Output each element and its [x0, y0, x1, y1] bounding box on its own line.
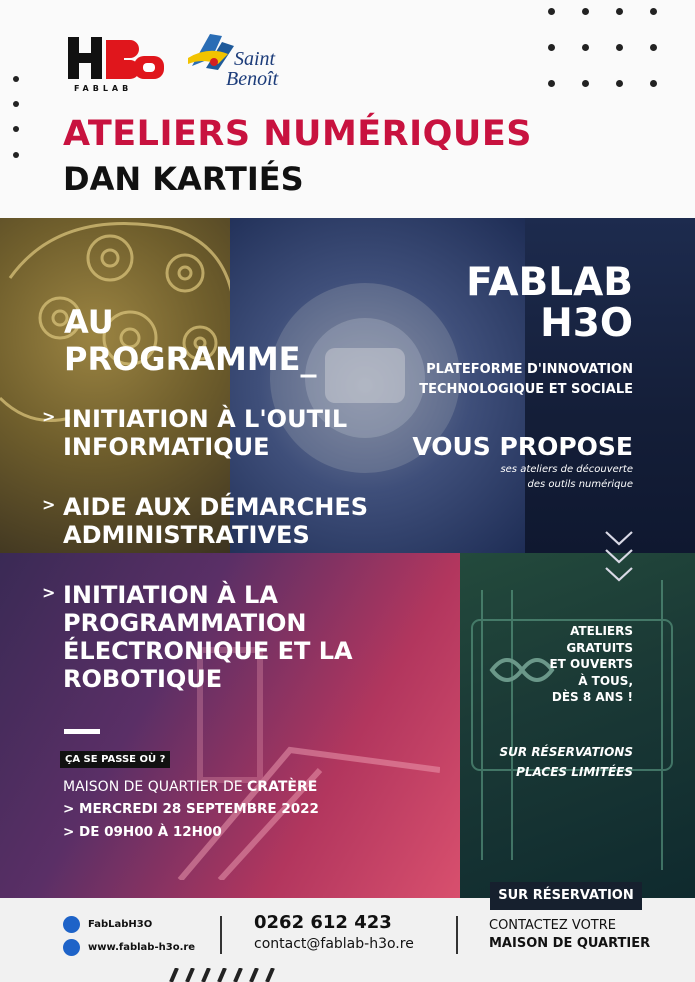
fablab-title-line1: FABLAB — [466, 260, 633, 305]
decorative-slashes — [163, 968, 275, 982]
facebook-contact[interactable] — [63, 916, 152, 933]
propose-heading: VOUS PROPOSE — [412, 432, 633, 461]
propose-sub-line2: des outils numérique — [527, 479, 633, 490]
venue-name: CRATÈRE — [247, 779, 318, 795]
chevron-down-icon — [603, 528, 635, 588]
fablab-subtitle-line1: PLATEFORME D'INNOVATION — [426, 362, 633, 377]
fablab-subtitle — [419, 360, 633, 400]
program-item-line: PROGRAMMATION — [63, 609, 307, 637]
facebook-icon — [63, 916, 80, 933]
reservation-info — [500, 742, 633, 782]
program-item-line: ADMINISTRATIVES — [63, 521, 310, 549]
free-line: ATELIERS — [570, 624, 633, 638]
email-address[interactable]: contact@fablab-h3o.re — [254, 936, 414, 952]
reservation-badge: SUR RÉSERVATION — [490, 882, 642, 910]
program-title — [64, 304, 317, 378]
free-line: ET OUVERTS — [549, 657, 633, 671]
program-item-line: ROBOTIQUE — [63, 665, 223, 693]
footer-divider — [220, 916, 222, 954]
program-title-line1: AU — [64, 303, 114, 341]
free-line: DÈS 8 ANS ! — [551, 690, 633, 704]
decorative-dot-grid — [548, 8, 658, 92]
fablab-h3o-logo — [66, 34, 170, 98]
venue-prefix: MAISON DE QUARTIER DE — [63, 779, 248, 795]
program-item — [42, 493, 368, 549]
program-item-line: INFORMATIQUE — [63, 433, 270, 461]
reservation-line1: SUR RÉSERVATIONS — [499, 745, 633, 759]
event-time: > DE 09H00 À 12H00 — [63, 824, 222, 840]
where-badge: ÇA SE PASSE OÙ ? — [60, 751, 170, 768]
propose-sub-line1: ses ateliers de découverte — [500, 464, 633, 475]
free-line: GRATUITS — [566, 640, 633, 655]
arrow-icon: > — [42, 583, 56, 602]
facebook-handle: FabLabH3O — [88, 919, 153, 930]
program-item-line: INITIATION À L'OUTIL — [63, 405, 348, 433]
divider-dash — [64, 729, 100, 734]
logo-sb-line2: Benoît — [226, 68, 279, 90]
page-subtitle: DAN KARTIÉS — [63, 160, 304, 198]
program-item-line: INITIATION À LA — [63, 581, 278, 609]
program-item-line: AIDE AUX DÉMARCHES — [63, 493, 368, 521]
logo-sb-line1: Saint — [234, 48, 276, 70]
arrow-icon: > — [42, 495, 56, 514]
fablab-title — [466, 262, 633, 344]
page-title: ATELIERS NUMÉRIQUES — [63, 114, 532, 154]
program-item-line: ÉLECTRONIQUE ET LA — [63, 637, 353, 665]
program-item — [42, 581, 353, 693]
venue-text — [63, 779, 317, 795]
program-title-line2: PROGRAMME_ — [64, 340, 317, 378]
propose-description — [500, 462, 633, 492]
fablab-title-line2: H3O — [540, 301, 633, 346]
program-item — [42, 405, 347, 461]
footer-divider — [456, 916, 458, 954]
reservation-line2: PLACES LIMITÉES — [516, 765, 633, 779]
free-workshops-info — [549, 623, 633, 706]
arrow-icon: > — [42, 407, 56, 426]
arduino-board-illustration — [462, 560, 694, 890]
free-line: À TOUS, — [578, 673, 633, 688]
fablab-subtitle-line2: TECHNOLOGIQUE ET SOCIALE — [419, 382, 633, 397]
event-date: > MERCREDI 28 SEPTEMBRE 2022 — [63, 801, 319, 817]
logo-sub-text: FABLAB — [74, 84, 133, 93]
globe-icon — [63, 939, 80, 956]
saint-benoit-logo — [188, 28, 292, 94]
phone-number[interactable]: 0262 612 423 — [254, 912, 392, 933]
website-link[interactable] — [63, 939, 195, 956]
website-url: www.fablab-h3o.re — [88, 942, 196, 953]
contact-line1: CONTACTEZ VOTRE — [489, 918, 616, 933]
contact-line2: MAISON DE QUARTIER — [489, 936, 651, 951]
